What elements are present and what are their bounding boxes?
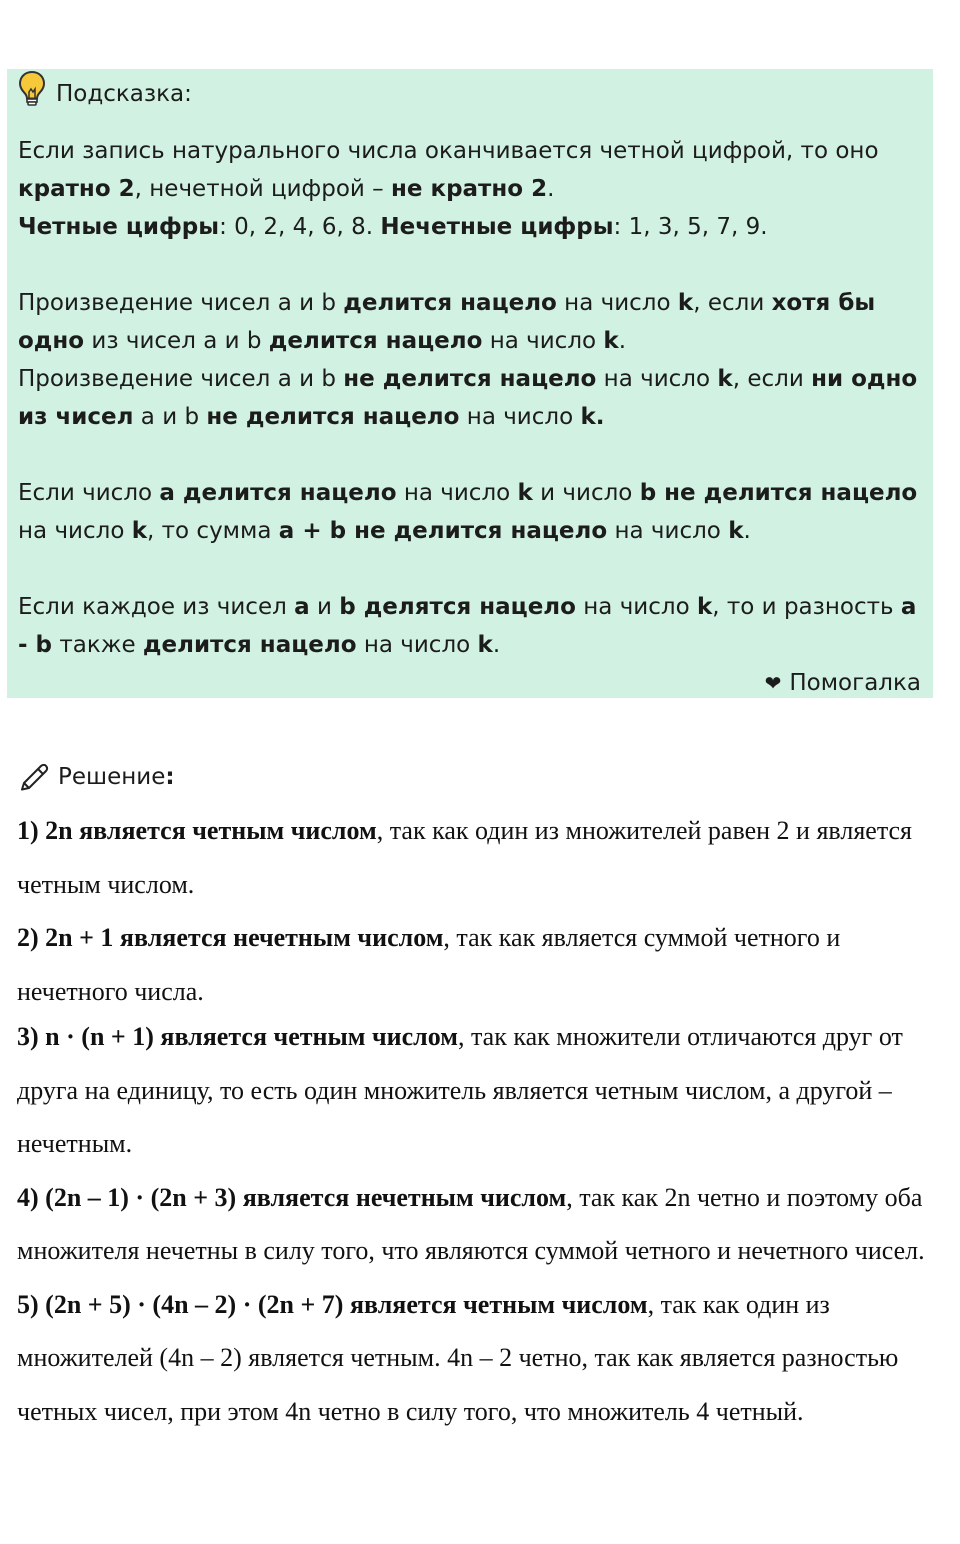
hint-header [18, 75, 921, 113]
heart-icon: ❤ [764, 671, 782, 695]
hint-title: Подсказка: [56, 81, 192, 107]
solution-item-5: 5) (2n + 5) · (4n – 2) · (2n + 7) является четным числом, так как один из множителей (4n – 2) является четным. 4n – 2 четно, так как является разностью четных чисел, при этом 4n четно в силу того, что множитель 4 четный. [17, 1289, 899, 1426]
solution-title: Решение [58, 764, 166, 790]
solution-item-3: 3) n · (n + 1) является четным числом, так как множители отличаются друг от друга на единицу, то есть один множитель является четным числом, а другой – нечетным. [17, 1022, 903, 1158]
credit-label: Помогалка [789, 670, 921, 696]
solution-item-4: 4) (2n – 1) · (2n + 3) является нечетным числом, так как 2n четно и поэтому оба множителя нечетны в силу того, что являются суммой четного и нечетного чисел. [17, 1182, 925, 1265]
pencil-icon [18, 757, 58, 797]
solution-item-2: 2) 2n + 1 является нечетным числом, так как является суммой четного и нечетного числа. [17, 923, 841, 1006]
credit-link[interactable] [18, 664, 921, 702]
solution-body [17, 804, 932, 1438]
hint-paragraph-sum: Если число a делится нацело на число k и число b не делится нацело на число k, то сумма a + b не делится нацело на число k. [18, 480, 918, 544]
solution-item-1: 1) 2n является четным числом, так как один из множителей равен 2 и является четным числом. [17, 816, 912, 899]
hint-paragraph-difference: Если каждое из чисел a и b делятся нацело на число k, то и разность a - b также делится нацело на число k. [18, 594, 917, 658]
hint-paragraph-product: Произведение чисел a и b делится нацело на число k, если хотя бы одно из чисел a и b делится нацело на число k. Произведение чисел a и b не делится нацело на число k, если ни одно из чисел a и b не делится нацело на число k. [18, 290, 918, 430]
lightbulb-icon [18, 70, 56, 118]
solution-header: Решение : [18, 757, 175, 797]
hint-paragraph-parity: Если запись натурального числа оканчивается четной цифрой, то оно кратно 2, нечетной цифрой – не кратно 2. Четные цифры: 0, 2, 4, 6, 8. Нечетные цифры: 1, 3, 5, 7, 9. [18, 138, 879, 240]
hint-box [7, 69, 933, 698]
